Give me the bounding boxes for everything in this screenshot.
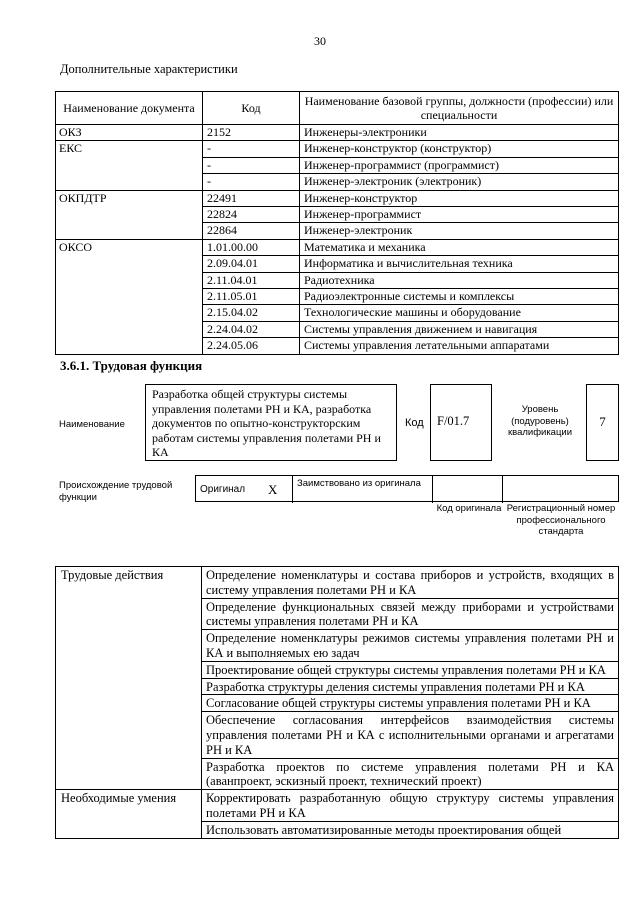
code-cell: 22824 [203,207,300,223]
group-name-cell: Системы управления движением и навигация [300,321,619,337]
qualification-level-label: Уровень (подуровень) квалификации [507,404,573,438]
reg-number-label: Регистрационный номер профессионального стандарта [506,503,616,537]
original-mark: X [268,482,278,497]
code-cell: 2.24.04.02 [203,321,300,337]
borrowed-cell: Заимствовано из оригинала [293,476,433,503]
item-cell: Проектирование общей структуры системы управления полетами РН и КА [202,661,619,678]
function-code-box: F/01.7 [430,384,492,461]
category-cell: Необходимые умения [56,790,202,838]
item-cell: Обеспечение согласования интерфейсов взаимодействия системы управления полетами РН и КА с исполнительными органами и агрегатами РН и КА [202,712,619,758]
code-original-cell [433,476,503,503]
group-name-cell: Технологические машины и оборудование [300,305,619,321]
group-name-cell: Инженеры-электроники [300,125,619,141]
item-cell: Определение функциональных связей между приборами и устройствами системы управления полетами РН и КА [202,598,619,630]
code-label: Код [405,417,424,429]
group-name-cell: Системы управления летательными аппаратами [300,338,619,354]
qualification-level-box: 7 [586,384,619,461]
code-cell: 2.15.04.02 [203,305,300,321]
origin-row [195,475,619,502]
name-label: Наименование [59,419,125,430]
table-row [56,239,619,255]
code-cell: - [203,157,300,173]
group-name-cell: Инженер-электроник [300,223,619,239]
code-cell: - [203,174,300,190]
document-cell: ОКСО [56,239,203,354]
table-row [56,190,619,206]
code-cell: 2.11.04.01 [203,272,300,288]
item-cell: Использовать автоматизированные методы проектирования общей [202,821,619,838]
table-row [56,125,619,141]
code-cell: - [203,141,300,157]
item-cell: Определение номенклатуры и состава приборов и устройств, входящих в систему управления полетами РН и КА [202,567,619,599]
group-name-cell: Инженер-конструктор [300,190,619,206]
code-cell: 2.11.05.01 [203,289,300,305]
header-group-name: Наименование базовой группы, должности (профессии) или специальности [300,92,619,125]
table-row [56,141,619,157]
group-name-cell: Инженер-программист (программист) [300,157,619,173]
group-name-cell: Информатика и вычислительная техника [300,256,619,272]
group-name-cell: Радиотехника [300,272,619,288]
reg-number-cell [503,476,620,503]
item-cell: Согласование общей структуры системы управления полетами РН и КА [202,695,619,712]
code-cell: 22864 [203,223,300,239]
code-cell: 22491 [203,190,300,206]
document-cell: ОКЗ [56,125,203,141]
code-cell: 1.01.00.00 [203,239,300,255]
table-row [56,790,619,822]
table-row [56,567,619,599]
origin-label: Происхождение трудовой функции [59,480,173,503]
header-code: Код [203,92,300,125]
document-cell: ЕКС [56,141,203,190]
group-name-cell: Математика и механика [300,239,619,255]
table-header-row [56,92,619,125]
original-cell [196,476,293,503]
section-caption: Дополнительные характеристики [60,62,238,76]
code-original-label: Код оригинала [436,503,502,514]
page-number: 30 [314,34,326,48]
function-name-box: Разработка общей структуры системы управления полетами РН и КА, разработка документов по опытно-конструкторским работам системы управления полетами РН и КА [145,384,397,461]
group-name-cell: Инженер-конструктор (конструктор) [300,141,619,157]
group-name-cell: Радиоэлектронные системы и комплексы [300,289,619,305]
labor-actions-table [55,566,619,839]
item-cell: Разработка структуры деления системы управления полетами РН и КА [202,678,619,695]
group-name-cell: Инженер-программист [300,207,619,223]
code-cell: 2.24.05.06 [203,338,300,354]
header-document: Наименование документа [56,92,203,125]
labor-function-heading: 3.6.1. Трудовая функция [60,358,203,373]
item-cell: Разработка проектов по системе управления полетами РН и КА (аванпроект, эскизный проект, технический проект) [202,758,619,790]
code-cell: 2152 [203,125,300,141]
item-cell: Корректировать разработанную общую структуру системы управления полетами РН и КА [202,790,619,822]
additional-characteristics-table [55,91,619,355]
code-cell: 2.09.04.01 [203,256,300,272]
category-cell: Трудовые действия [56,567,202,790]
item-cell: Определение номенклатуры режимов системы управления полетами РН и КА и выполняемых ею задач [202,630,619,662]
document-cell: ОКПДТР [56,190,203,239]
original-label: Оригинал [200,484,246,495]
group-name-cell: Инженер-электроник (электроник) [300,174,619,190]
